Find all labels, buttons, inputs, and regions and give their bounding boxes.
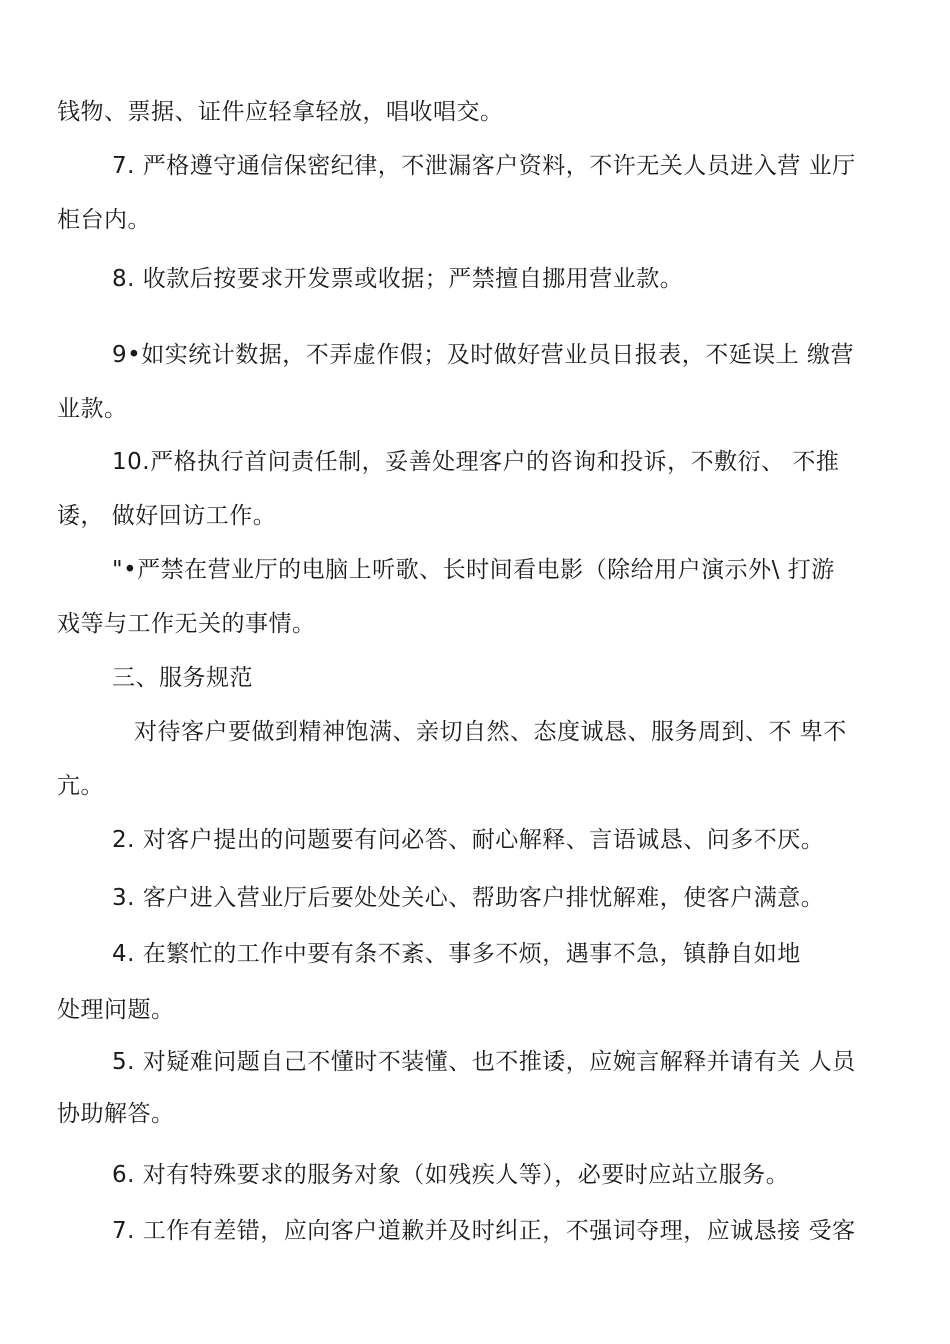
text-line: 9•如实统计数据，不弄虚作假；及时做好营业员日报表，不延误上 缴营	[112, 342, 855, 368]
text-line: 柜台内。	[57, 207, 151, 233]
text-line: 7. 严格遵守通信保密纪律，不泄漏客户资料，不许无关人员进入营 业厅	[112, 153, 856, 179]
text-line: 处理问题。	[57, 997, 175, 1023]
text-line: 业款。	[57, 396, 128, 422]
text-line: 协助解答。	[57, 1101, 175, 1127]
text-line: 亢。	[57, 773, 104, 799]
text-line: 对待客户要做到精神饱满、亲切自然、态度诚恳、服务周到、不 卑不	[134, 719, 847, 745]
text-line: 8. 收款后按要求开发票或收据；严禁擅自挪用营业款。	[112, 266, 684, 292]
text-line: 3. 客户进入营业厅后要处处关心、帮助客户排忧解难，使客户满意。	[112, 885, 825, 911]
text-line: 10.严格执行首问责任制，妥善处理客户的咨询和投诉，不敷衍、 不推	[112, 449, 840, 475]
text-line: 6. 对有特殊要求的服务对象（如残疾人等），必要时应站立服务。	[112, 1162, 790, 1188]
section-heading: 三、服务规范	[112, 665, 253, 691]
text-line: 钱物、票据、证件应轻拿轻放，唱收唱交。	[57, 99, 504, 125]
text-line: 戏等与工作无关的事情。	[57, 611, 316, 637]
text-line: 2. 对客户提出的问题要有问必答、耐心解释、言语诚恳、问多不厌。	[112, 827, 825, 853]
text-line: 4. 在繁忙的工作中要有条不紊、事多不烦，遇事不急，镇静自如地	[112, 941, 801, 967]
text-line: 5. 对疑难问题自己不懂时不装懂、也不推诿，应婉言解释并请有关 人员	[112, 1049, 856, 1075]
text-line: "•严禁在营业厅的电脑上听歌、长时间看电影（除给用户演示外\ 打游	[112, 557, 835, 583]
text-line: 7. 工作有差错，应向客户道歉并及时纠正，不强词夺理，应诚恳接 受客	[112, 1218, 856, 1244]
text-line: 诿， 做好回访工作。	[57, 503, 277, 529]
